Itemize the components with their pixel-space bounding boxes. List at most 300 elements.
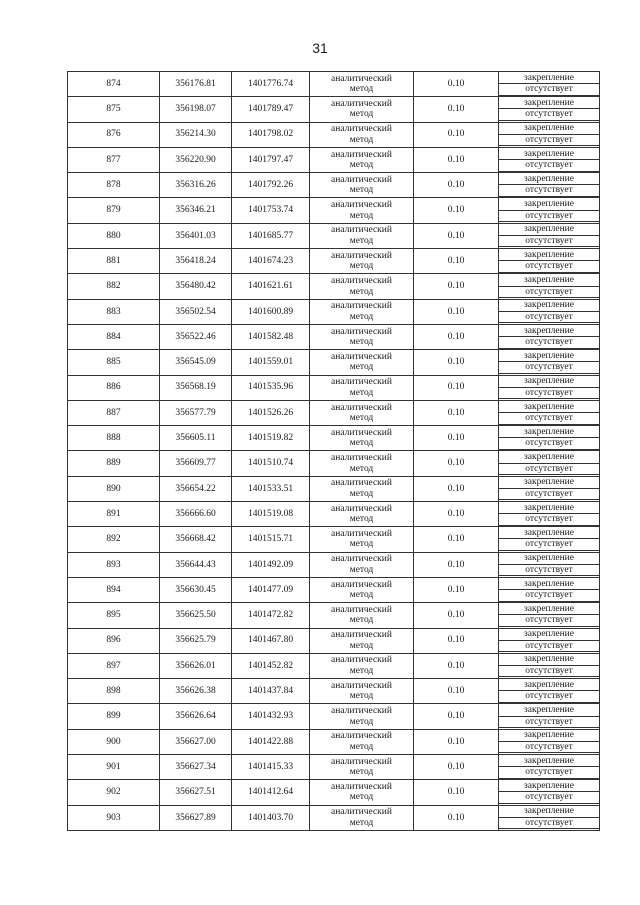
fixation-line-1: закрепление xyxy=(499,326,599,338)
fixation-line-1: закрепление xyxy=(499,654,599,666)
fixation-line-2: отсутствует xyxy=(499,615,599,627)
x-coordinate-cell: 356609.77 xyxy=(160,451,232,476)
point-number-cell: 896 xyxy=(68,628,160,653)
method-line-2: метод xyxy=(349,84,374,95)
fixation-line-2: отсутствует xyxy=(499,388,599,400)
table-row xyxy=(68,755,600,780)
y-coordinate-cell: 1401472.82 xyxy=(232,603,310,628)
fixation-line-2: отсутствует xyxy=(499,413,599,425)
method-cell xyxy=(310,729,414,754)
method-line-1: аналитический xyxy=(331,326,392,337)
table-row xyxy=(68,324,600,349)
accuracy-cell: 0.10 xyxy=(414,324,499,349)
fixation-line-2: отсутствует xyxy=(499,261,599,273)
fixation-line-1: закрепление xyxy=(499,275,599,287)
accuracy-cell: 0.10 xyxy=(414,476,499,501)
method-line-2: метод xyxy=(349,817,374,828)
y-coordinate-cell: 1401621.61 xyxy=(232,274,310,299)
method-line-1: аналитический xyxy=(331,98,392,109)
point-number-cell: 886 xyxy=(68,375,160,400)
fixation-line-1: закрепление xyxy=(499,123,599,135)
accuracy-cell: 0.10 xyxy=(414,653,499,678)
table-row xyxy=(68,502,600,527)
x-coordinate-cell: 356625.50 xyxy=(160,603,232,628)
point-number-cell: 897 xyxy=(68,653,160,678)
y-coordinate-cell: 1401789.47 xyxy=(232,97,310,122)
fixation-cell xyxy=(499,426,600,451)
fixation-cell xyxy=(499,755,600,780)
table-row xyxy=(68,299,600,324)
method-cell xyxy=(310,274,414,299)
table-row xyxy=(68,780,600,805)
fixation-line-1: закрепление xyxy=(499,604,599,616)
fixation-cell xyxy=(499,552,600,577)
method-line-1: аналитический xyxy=(331,453,392,464)
table-row xyxy=(68,173,600,198)
fixation-line-1: закрепление xyxy=(499,705,599,717)
fixation-cell xyxy=(499,729,600,754)
x-coordinate-cell: 356545.09 xyxy=(160,350,232,375)
method-line-1: аналитический xyxy=(331,351,392,362)
x-coordinate-cell: 356627.89 xyxy=(160,805,232,830)
accuracy-cell: 0.10 xyxy=(414,805,499,830)
method-line-1: аналитический xyxy=(331,528,392,539)
fixation-cell xyxy=(499,274,600,299)
table-row xyxy=(68,552,600,577)
fixation-line-2: отсутствует xyxy=(499,464,599,476)
method-cell xyxy=(310,552,414,577)
method-line-1: аналитический xyxy=(331,731,392,742)
accuracy-cell: 0.10 xyxy=(414,147,499,172)
method-line-2: метод xyxy=(349,716,374,727)
method-line-1: аналитический xyxy=(331,225,392,236)
x-coordinate-cell: 356220.90 xyxy=(160,147,232,172)
method-cell xyxy=(310,400,414,425)
point-number-cell: 890 xyxy=(68,476,160,501)
method-line-2: метод xyxy=(349,767,374,778)
table-row xyxy=(68,653,600,678)
x-coordinate-cell: 356625.79 xyxy=(160,628,232,653)
point-number-cell: 878 xyxy=(68,173,160,198)
method-line-2: метод xyxy=(349,640,374,651)
method-line-2: метод xyxy=(349,413,374,423)
method-cell xyxy=(310,780,414,805)
method-line-1: аналитический xyxy=(331,503,392,514)
fixation-line-2: отсутствует xyxy=(499,236,599,248)
fixation-line-2: отсутствует xyxy=(499,489,599,501)
point-number-cell: 892 xyxy=(68,527,160,552)
fixation-cell xyxy=(499,249,600,274)
fixation-cell xyxy=(499,577,600,602)
point-number-cell: 902 xyxy=(68,780,160,805)
fixation-line-2: отсутствует xyxy=(499,792,599,804)
table-row xyxy=(68,729,600,754)
fixation-cell xyxy=(499,173,600,198)
fixation-cell xyxy=(499,805,600,830)
fixation-line-1: закрепление xyxy=(499,250,599,262)
accuracy-cell: 0.10 xyxy=(414,274,499,299)
fixation-line-2: отсутствует xyxy=(499,539,599,551)
fixation-line-2: отсутствует xyxy=(499,337,599,349)
fixation-line-1: закрепление xyxy=(499,376,599,388)
method-line-2: метод xyxy=(349,539,374,550)
fixation-line-2: отсутствует xyxy=(499,717,599,729)
fixation-cell xyxy=(499,679,600,704)
table-row xyxy=(68,628,600,653)
x-coordinate-cell: 356401.03 xyxy=(160,223,232,248)
method-cell xyxy=(310,299,414,324)
x-coordinate-cell: 356418.24 xyxy=(160,249,232,274)
fixation-line-2: отсутствует xyxy=(499,438,599,450)
y-coordinate-cell: 1401422.88 xyxy=(232,729,310,754)
method-cell xyxy=(310,72,414,97)
fixation-line-1: закрепление xyxy=(499,300,599,312)
x-coordinate-cell: 356346.21 xyxy=(160,198,232,223)
y-coordinate-cell: 1401412.64 xyxy=(232,780,310,805)
x-coordinate-cell: 356214.30 xyxy=(160,122,232,147)
accuracy-cell: 0.10 xyxy=(414,223,499,248)
fixation-line-1: закрепление xyxy=(499,503,599,515)
x-coordinate-cell: 356176.81 xyxy=(160,72,232,97)
fixation-line-2: отсутствует xyxy=(499,160,599,172)
method-line-2: метод xyxy=(349,615,374,626)
accuracy-cell: 0.10 xyxy=(414,628,499,653)
point-number-cell: 879 xyxy=(68,198,160,223)
method-cell xyxy=(310,805,414,830)
method-line-1: аналитический xyxy=(331,149,392,160)
fixation-line-1: закрепление xyxy=(499,149,599,161)
fixation-cell xyxy=(499,299,600,324)
fixation-cell xyxy=(499,122,600,147)
fixation-cell xyxy=(499,375,600,400)
fixation-line-2: отсутствует xyxy=(499,590,599,602)
fixation-line-1: закрепление xyxy=(499,477,599,489)
method-line-2: метод xyxy=(349,691,374,702)
point-number-cell: 884 xyxy=(68,324,160,349)
method-line-1: аналитический xyxy=(331,124,392,135)
x-coordinate-cell: 356316.26 xyxy=(160,173,232,198)
fixation-line-1: закрепление xyxy=(499,629,599,641)
x-coordinate-cell: 356502.54 xyxy=(160,299,232,324)
method-cell xyxy=(310,97,414,122)
method-cell xyxy=(310,628,414,653)
x-coordinate-cell: 356644.43 xyxy=(160,552,232,577)
accuracy-cell: 0.10 xyxy=(414,603,499,628)
fixation-line-2: отсутствует xyxy=(499,818,599,830)
point-number-cell: 898 xyxy=(68,679,160,704)
point-number-cell: 875 xyxy=(68,97,160,122)
point-number-cell: 874 xyxy=(68,72,160,97)
method-line-1: аналитический xyxy=(331,655,392,666)
y-coordinate-cell: 1401792.26 xyxy=(232,173,310,198)
x-coordinate-cell: 356627.34 xyxy=(160,755,232,780)
y-coordinate-cell: 1401797.47 xyxy=(232,147,310,172)
fixation-line-2: отсутствует xyxy=(499,666,599,678)
table-row xyxy=(68,805,600,830)
method-line-1: аналитический xyxy=(331,276,392,287)
accuracy-cell: 0.10 xyxy=(414,122,499,147)
method-line-1: аналитический xyxy=(331,756,392,767)
fixation-line-1: закрепление xyxy=(499,351,599,363)
point-number-cell: 887 xyxy=(68,400,160,425)
fixation-line-2: отсутствует xyxy=(499,287,599,299)
fixation-line-1: закрепление xyxy=(499,528,599,540)
table-row xyxy=(68,223,600,248)
method-cell xyxy=(310,350,414,375)
point-number-cell: 893 xyxy=(68,552,160,577)
y-coordinate-cell: 1401559.01 xyxy=(232,350,310,375)
y-coordinate-cell: 1401526.26 xyxy=(232,400,310,425)
fixation-line-2: отсутствует xyxy=(499,742,599,754)
fixation-line-1: закрепление xyxy=(499,781,599,793)
fixation-cell xyxy=(499,628,600,653)
method-line-2: метод xyxy=(349,665,374,676)
accuracy-cell: 0.10 xyxy=(414,755,499,780)
point-number-cell: 901 xyxy=(68,755,160,780)
method-line-2: метод xyxy=(349,362,374,373)
y-coordinate-cell: 1401510.74 xyxy=(232,451,310,476)
table-row xyxy=(68,72,600,97)
fixation-cell xyxy=(499,502,600,527)
point-number-cell: 881 xyxy=(68,249,160,274)
accuracy-cell: 0.10 xyxy=(414,375,499,400)
method-cell xyxy=(310,653,414,678)
fixation-line-2: отсутствует xyxy=(499,211,599,223)
table-row xyxy=(68,476,600,501)
accuracy-cell: 0.10 xyxy=(414,780,499,805)
x-coordinate-cell: 356577.79 xyxy=(160,400,232,425)
accuracy-cell: 0.10 xyxy=(414,400,499,425)
x-coordinate-cell: 356568.19 xyxy=(160,375,232,400)
accuracy-cell: 0.10 xyxy=(414,299,499,324)
method-cell xyxy=(310,198,414,223)
method-cell xyxy=(310,451,414,476)
method-cell xyxy=(310,527,414,552)
fixation-cell xyxy=(499,350,600,375)
fixation-line-1: закрепление xyxy=(499,452,599,464)
method-line-1: аналитический xyxy=(331,478,392,489)
x-coordinate-cell: 356480.42 xyxy=(160,274,232,299)
point-number-cell: 880 xyxy=(68,223,160,248)
point-number-cell: 900 xyxy=(68,729,160,754)
fixation-line-1: закрепление xyxy=(499,199,599,211)
method-line-1: аналитический xyxy=(331,427,392,438)
method-line-1: аналитический xyxy=(331,554,392,565)
accuracy-cell: 0.10 xyxy=(414,198,499,223)
y-coordinate-cell: 1401403.70 xyxy=(232,805,310,830)
method-cell xyxy=(310,679,414,704)
accuracy-cell: 0.10 xyxy=(414,451,499,476)
method-cell xyxy=(310,324,414,349)
y-coordinate-cell: 1401415.33 xyxy=(232,755,310,780)
fixation-line-2: отсутствует xyxy=(499,641,599,653)
x-coordinate-cell: 356666.60 xyxy=(160,502,232,527)
method-line-1: аналитический xyxy=(331,301,392,312)
table-row xyxy=(68,350,600,375)
point-number-cell: 877 xyxy=(68,147,160,172)
method-line-2: метод xyxy=(349,438,374,449)
fixation-line-1: закрепление xyxy=(499,98,599,110)
x-coordinate-cell: 356626.01 xyxy=(160,653,232,678)
method-cell xyxy=(310,147,414,172)
accuracy-cell: 0.10 xyxy=(414,502,499,527)
y-coordinate-cell: 1401533.51 xyxy=(232,476,310,501)
method-line-2: метод xyxy=(349,741,374,752)
method-line-2: метод xyxy=(349,160,374,171)
method-cell xyxy=(310,173,414,198)
fixation-line-1: закрепление xyxy=(499,756,599,768)
method-line-1: аналитический xyxy=(331,174,392,185)
fixation-line-2: отсутствует xyxy=(499,691,599,703)
fixation-line-2: отсутствует xyxy=(499,514,599,526)
x-coordinate-cell: 356522.46 xyxy=(160,324,232,349)
point-number-cell: 894 xyxy=(68,577,160,602)
method-line-1: аналитический xyxy=(331,604,392,615)
accuracy-cell: 0.10 xyxy=(414,527,499,552)
fixation-line-1: закрепление xyxy=(499,224,599,236)
x-coordinate-cell: 356626.38 xyxy=(160,679,232,704)
x-coordinate-cell: 356627.51 xyxy=(160,780,232,805)
coordinates-table-body xyxy=(68,72,600,831)
method-line-1: аналитический xyxy=(331,706,392,717)
fixation-line-2: отсутствует xyxy=(499,109,599,121)
method-cell xyxy=(310,122,414,147)
y-coordinate-cell: 1401798.02 xyxy=(232,122,310,147)
x-coordinate-cell: 356626.64 xyxy=(160,704,232,729)
fixation-cell xyxy=(499,451,600,476)
method-line-2: метод xyxy=(349,210,374,221)
table-row xyxy=(68,375,600,400)
fixation-line-1: закрепление xyxy=(499,402,599,414)
point-number-cell: 889 xyxy=(68,451,160,476)
method-line-1: аналитический xyxy=(331,579,392,590)
y-coordinate-cell: 1401519.82 xyxy=(232,426,310,451)
method-line-2: метод xyxy=(349,235,374,246)
accuracy-cell: 0.10 xyxy=(414,552,499,577)
y-coordinate-cell: 1401685.77 xyxy=(232,223,310,248)
y-coordinate-cell: 1401452.82 xyxy=(232,653,310,678)
method-line-1: аналитический xyxy=(331,630,392,641)
fixation-line-1: закрепление xyxy=(499,553,599,565)
point-number-cell: 882 xyxy=(68,274,160,299)
table-row xyxy=(68,249,600,274)
table-row xyxy=(68,451,600,476)
fixation-line-1: закрепление xyxy=(499,174,599,186)
fixation-line-2: отсутствует xyxy=(499,362,599,374)
table-row xyxy=(68,97,600,122)
method-line-2: метод xyxy=(349,387,374,398)
fixation-cell xyxy=(499,400,600,425)
point-number-cell: 883 xyxy=(68,299,160,324)
table-row xyxy=(68,426,600,451)
accuracy-cell: 0.10 xyxy=(414,729,499,754)
accuracy-cell: 0.10 xyxy=(414,704,499,729)
y-coordinate-cell: 1401477.09 xyxy=(232,577,310,602)
fixation-line-2: отсутствует xyxy=(499,767,599,779)
y-coordinate-cell: 1401437.84 xyxy=(232,679,310,704)
fixation-cell xyxy=(499,780,600,805)
method-line-2: метод xyxy=(349,463,374,474)
method-line-2: метод xyxy=(349,185,374,196)
fixation-line-1: закрепление xyxy=(499,680,599,692)
x-coordinate-cell: 356198.07 xyxy=(160,97,232,122)
point-number-cell: 876 xyxy=(68,122,160,147)
fixation-line-2: отсутствует xyxy=(499,84,599,96)
table-row xyxy=(68,577,600,602)
y-coordinate-cell: 1401515.71 xyxy=(232,527,310,552)
method-cell xyxy=(310,577,414,602)
x-coordinate-cell: 356627.00 xyxy=(160,729,232,754)
fixation-line-2: отсутствует xyxy=(499,135,599,147)
table-row xyxy=(68,603,600,628)
fixation-line-2: отсутствует xyxy=(499,312,599,324)
method-line-1: аналитический xyxy=(331,402,392,413)
accuracy-cell: 0.10 xyxy=(414,679,499,704)
y-coordinate-cell: 1401582.48 xyxy=(232,324,310,349)
fixation-cell xyxy=(499,653,600,678)
accuracy-cell: 0.10 xyxy=(414,249,499,274)
fixation-line-1: закрепление xyxy=(499,427,599,439)
fixation-cell xyxy=(499,97,600,122)
fixation-line-1: закрепление xyxy=(499,806,599,818)
method-line-2: метод xyxy=(349,590,374,601)
method-line-2: метод xyxy=(349,261,374,272)
fixation-cell xyxy=(499,704,600,729)
method-cell xyxy=(310,603,414,628)
y-coordinate-cell: 1401467.80 xyxy=(232,628,310,653)
accuracy-cell: 0.10 xyxy=(414,72,499,97)
fixation-line-1: закрепление xyxy=(499,579,599,591)
fixation-cell xyxy=(499,223,600,248)
table-row xyxy=(68,704,600,729)
x-coordinate-cell: 356668.42 xyxy=(160,527,232,552)
page-number: 31 xyxy=(312,40,328,56)
method-line-2: метод xyxy=(349,564,374,575)
y-coordinate-cell: 1401432.93 xyxy=(232,704,310,729)
table-row xyxy=(68,198,600,223)
table-row xyxy=(68,122,600,147)
fixation-cell xyxy=(499,198,600,223)
method-line-1: аналитический xyxy=(331,377,392,388)
y-coordinate-cell: 1401674.23 xyxy=(232,249,310,274)
x-coordinate-cell: 356654.22 xyxy=(160,476,232,501)
fixation-line-1: закрепление xyxy=(499,73,599,85)
method-cell xyxy=(310,426,414,451)
accuracy-cell: 0.10 xyxy=(414,577,499,602)
y-coordinate-cell: 1401535.96 xyxy=(232,375,310,400)
y-coordinate-cell: 1401776.74 xyxy=(232,72,310,97)
method-line-2: метод xyxy=(349,514,374,525)
y-coordinate-cell: 1401753.74 xyxy=(232,198,310,223)
method-cell xyxy=(310,755,414,780)
table-row xyxy=(68,147,600,172)
method-line-2: метод xyxy=(349,134,374,145)
method-line-1: аналитический xyxy=(331,781,392,792)
method-cell xyxy=(310,249,414,274)
method-line-2: метод xyxy=(349,311,374,322)
point-number-cell: 895 xyxy=(68,603,160,628)
fixation-line-2: отсутствует xyxy=(499,565,599,577)
fixation-cell xyxy=(499,476,600,501)
method-line-2: метод xyxy=(349,109,374,120)
y-coordinate-cell: 1401492.09 xyxy=(232,552,310,577)
method-cell xyxy=(310,704,414,729)
method-line-2: метод xyxy=(349,337,374,348)
fixation-cell xyxy=(499,527,600,552)
fixation-cell xyxy=(499,147,600,172)
method-line-2: метод xyxy=(349,792,374,803)
accuracy-cell: 0.10 xyxy=(414,426,499,451)
